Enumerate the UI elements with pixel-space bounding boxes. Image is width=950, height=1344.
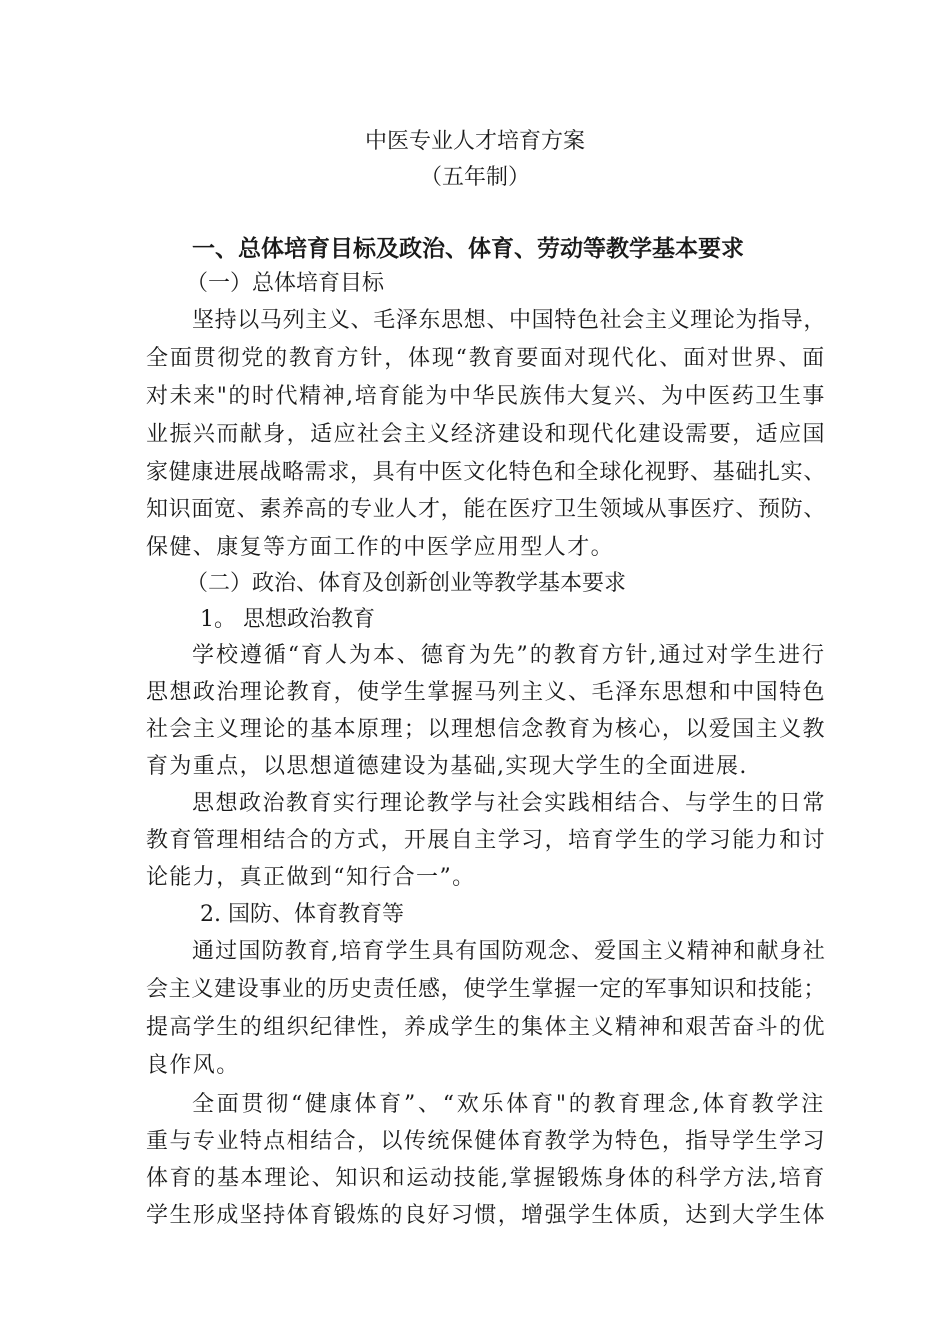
item-heading-2: 2. 国防、体育教育等 bbox=[200, 902, 404, 927]
paragraph-line: 重与专业特点相结合，以传统保健体育教学为特色，指导学生学习 bbox=[146, 1129, 826, 1154]
item-heading-1: 1。 思想政治教育 bbox=[200, 607, 375, 632]
paragraph-line: 全面贯彻党的教育方针，体现“教育要面对现代化、面对世界、面 bbox=[146, 346, 826, 371]
paragraph-line: 良作风。 bbox=[146, 1053, 240, 1078]
paragraph-line: 思想政治教育实行理论教学与社会实践相结合、与学生的日常 bbox=[192, 791, 826, 816]
paragraph-line: 体育的基本理论、知识和运动技能,掌握锻炼身体的科学方法,培育 bbox=[146, 1166, 826, 1191]
paragraph-line: 学生形成坚持体育锻炼的良好习惯，增强学生体质，达到大学生体 bbox=[146, 1203, 826, 1228]
paragraph-line: 会主义建设事业的历史责任感，使学生掌握一定的军事知识和技能； bbox=[146, 977, 826, 1002]
paragraph-line: 保健、康复等方面工作的中医学应用型人才。 bbox=[146, 535, 615, 560]
paragraph-line: 育为重点，以思想道德建设为基础,实现大学生的全面进展. bbox=[146, 754, 748, 779]
paragraph-line: 提高学生的组织纪律性，养成学生的集体主义精神和艰苦奋斗的优 bbox=[146, 1015, 826, 1040]
paragraph-line: 知识面宽、素养高的专业人才，能在医疗卫生领域从事医疗、预防、 bbox=[146, 497, 826, 522]
paragraph-line: 教育管理相结合的方式，开展自主学习，培育学生的学习能力和讨 bbox=[146, 828, 826, 853]
subsection-heading-1: （一）总体培育目标 bbox=[186, 271, 385, 296]
paragraph-line: 论能力，真正做到“知行合一”。 bbox=[146, 865, 476, 890]
paragraph-line: 家健康进展战略需求，具有中医文化特色和全球化视野、基础扎实、 bbox=[146, 460, 826, 485]
paragraph-line: 业振兴而献身，适应社会主义经济建设和现代化建设需要，适应国 bbox=[146, 422, 826, 447]
paragraph-line: 对未来"的时代精神,培育能为中华民族伟大复兴、为中医药卫生事 bbox=[146, 384, 826, 409]
paragraph-line: 全面贯彻“健康体育”、“欢乐体育"的教育理念,体育教学注 bbox=[192, 1092, 826, 1117]
subsection-heading-2: （二）政治、体育及创新创业等教学基本要求 bbox=[186, 571, 627, 596]
paragraph-line: 通过国防教育,培育学生具有国防观念、爱国主义精神和献身社 bbox=[192, 939, 826, 964]
paragraph-line: 坚持以马列主义、毛泽东思想、中国特色社会主义理论为指导， bbox=[192, 308, 826, 333]
document-title: 中医专业人才培育方案 bbox=[364, 129, 585, 154]
paragraph-line: 思想政治理论教育，使学生掌握马列主义、毛泽东思想和中国特色 bbox=[146, 680, 826, 705]
document-subtitle: （五年制） bbox=[419, 165, 530, 190]
paragraph-line: 社会主义理论的基本原理；以理想信念教育为核心，以爱国主义教 bbox=[146, 717, 826, 742]
paragraph-line: 学校遵循“育人为本、德育为先”的教育方针,通过对学生进行 bbox=[192, 643, 826, 668]
section-heading-1: 一、总体培育目标及政治、体育、劳动等教学基本要求 bbox=[192, 236, 744, 262]
